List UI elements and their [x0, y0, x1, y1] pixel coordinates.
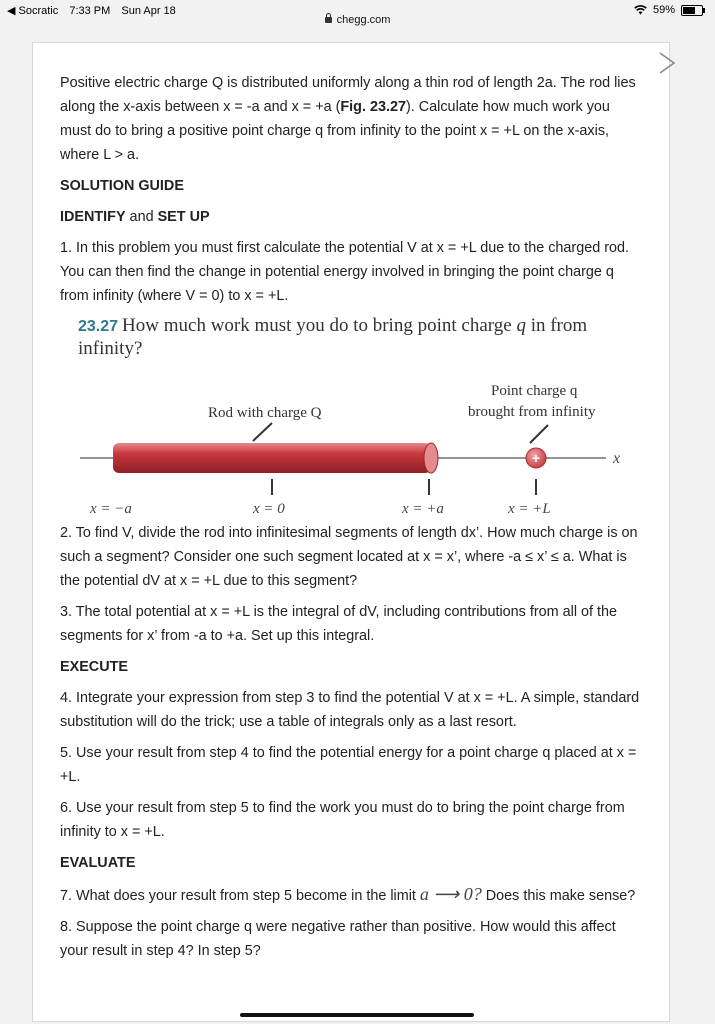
point-charge-sublabel: brought from infinity: [468, 404, 596, 420]
step-4: 4. Integrate your expression from step 3 to find the potential V at x = +L. A simple, standard substitution will do the trick; use a table of integrals only as a last resort.: [60, 690, 640, 730]
execute-heading: EXECUTE: [60, 659, 128, 675]
rod-pointer: [253, 423, 272, 441]
battery-fill: [683, 7, 695, 14]
step-6: 6. Use your result from step 5 to find the work you must do to bring the point charge from infinity to x = +L.: [60, 800, 625, 840]
step-1: 1. In this problem you must first calculate the potential V at x = +L due to the charged rod. You can then find the change in potential energy involved in bringing the point charge q from infinity (where V = 0) to x = +L.: [60, 240, 630, 304]
home-indicator[interactable]: [240, 1013, 474, 1017]
evaluate-heading: EVALUATE: [60, 855, 136, 871]
rod-end-cap: [424, 443, 438, 473]
x-axis-label: x: [613, 450, 621, 467]
problem-statement: Positive electric charge Q is distributed uniformly along a thin rod of length 2a. The rod lies along the x-axis between x = -a and x = +a (Fig. 23.27). Calculate how much work you must do to bring a positive point charge q from infinity to the point x = +L on the x-axis, where L > a.: [60, 75, 636, 163]
rod-label: Rod with charge Q: [208, 405, 322, 421]
tick-label-zero: x = 0: [253, 501, 285, 515]
figure-23-27: [60, 315, 630, 515]
limit-expression: a ⟶ 0?: [419, 884, 482, 904]
status-time: 7:33 PM: [69, 5, 111, 17]
tick-label-plus-a: x = +a: [402, 501, 444, 515]
step-3: 3. The total potential at x = +L is the integral of dV, including contributions from all of the segments for x’ from -a to +a. Set up this integral.: [60, 604, 618, 644]
charged-rod: [113, 443, 431, 473]
step-2: 2. To find V, divide the rod into infinitesimal segments of length dx’. How much charge is on such a segment? Consider one such segment located at x = x’, where -a ≤ x’ ≤ a. What is the potential dV at x = +L due to this segment?: [60, 525, 638, 589]
figure-diagram: [60, 355, 630, 515]
identify-setup-heading: IDENTIFY and SET UP: [60, 209, 210, 225]
step-8: 8. Suppose the point charge q were negative rather than positive. How would this affect your result in step 4? In step 5?: [60, 919, 616, 959]
battery-percent: 59%: [652, 4, 675, 16]
url-text: chegg.com: [336, 14, 391, 26]
plus-icon: +: [531, 450, 541, 466]
status-date: Sun Apr 18: [121, 5, 176, 17]
figure-caption: 23.27 How much work must you do to bring point charge q in from infinity?: [78, 315, 588, 359]
back-to-app-link[interactable]: ◀ Socratic: [7, 5, 59, 17]
step-5: 5. Use your result from step 4 to find the potential energy for a point charge q placed at x = +L.: [60, 745, 637, 785]
url-bar[interactable]: [0, 14, 715, 34]
question-content: [60, 71, 645, 970]
point-charge-pointer: [530, 425, 548, 443]
point-charge-label: Point charge q: [491, 383, 578, 399]
figure-reference: Fig. 23.27: [340, 99, 406, 115]
step-7: 7. What does your result from step 5 become in the limit a ⟶ 0? Does this make sense?: [60, 884, 636, 904]
solution-guide-heading: SOLUTION GUIDE: [60, 178, 184, 194]
chevron-right-icon[interactable]: [652, 50, 680, 78]
tick-label-minus-a: x = −a: [90, 501, 132, 515]
lock-icon: [325, 17, 332, 23]
tick-label-L: x = +L: [508, 501, 551, 515]
